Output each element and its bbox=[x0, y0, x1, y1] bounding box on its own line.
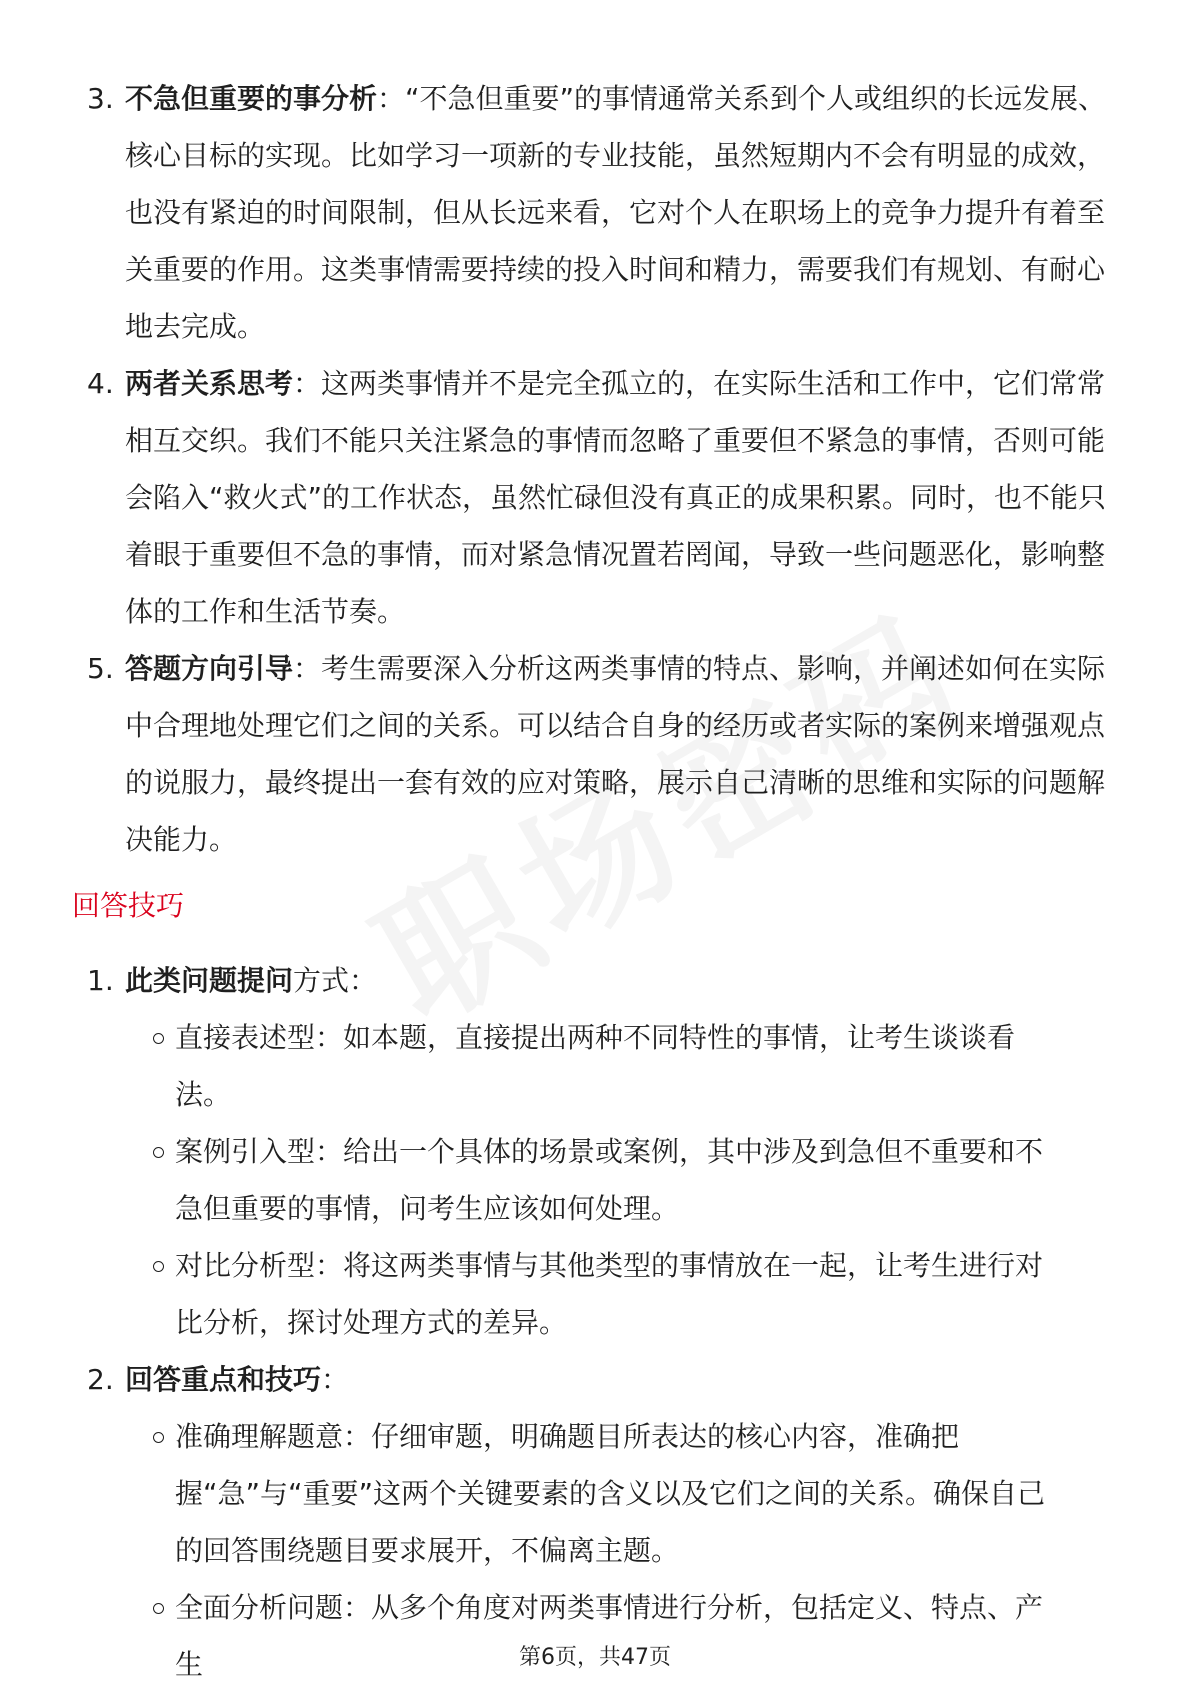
list-item bbox=[0, 952, 1190, 1351]
analysis-list bbox=[0, 70, 1190, 868]
sub-item-text: 准确理解题意：仔细审题，明确题目所表达的核心内容，准确把握“急”与“重要”这两个关键要素的含义以及它们之间的关系。确保自己的回答围绕题目要求展开，不偏离主题。 bbox=[175, 1420, 1046, 1567]
bullet-circle-icon bbox=[153, 1603, 164, 1614]
sub-list bbox=[125, 1009, 1128, 1351]
sub-item-text: 案例引入型：给出一个具体的场景或案例，其中涉及到急但不重要和不急但重要的事情，问考生应该如何处理。 bbox=[175, 1135, 1044, 1225]
item-heading: 答题方向引导 bbox=[125, 652, 294, 685]
item-text: ：考生需要深入分析这两类事情的特点、影响，并阐述如何在实际中合理地处理它们之间的关系。可以结合自身的经历或者实际的案例来增强观点的说服力，最终提出一套有效的应对策略，展示自己清晰的思维和实际的问题解决能力。 bbox=[125, 652, 1106, 856]
list-item bbox=[0, 355, 1190, 640]
item-heading: 此类问题提问 bbox=[125, 964, 294, 997]
list-item bbox=[0, 70, 1190, 355]
content bbox=[0, 70, 1190, 1693]
sub-item bbox=[0, 1237, 1128, 1351]
item-number: 4. bbox=[87, 367, 114, 400]
sub-item bbox=[0, 1009, 1128, 1123]
sub-item bbox=[0, 1123, 1128, 1237]
sub-item bbox=[0, 1579, 1128, 1693]
bullet-circle-icon bbox=[153, 1261, 164, 1272]
sub-item bbox=[0, 1408, 1128, 1579]
item-number: 2. bbox=[87, 1363, 114, 1396]
sub-item-text: 对比分析型：将这两类事情与其他类型的事情放在一起，让考生进行对比分析，探讨处理方式的差异。 bbox=[175, 1249, 1044, 1339]
item-text: ：这两类事情并不是完全孤立的，在实际生活和工作中，它们常常相互交织。我们不能只关注紧急的事情而忽略了重要但不紧急的事情，否则可能会陷入“救火式”的工作状态，虽然忙碌但没有真正的成果积累。同时，也不能只着眼于重要但不急的事情，而对紧急情况置若罔闻，导致一些问题恶化，影响整体的工作和生活节奏。 bbox=[125, 367, 1107, 628]
sub-item-text: 直接表述型：如本题，直接提出两种不同特性的事情，让考生谈谈看法。 bbox=[175, 1021, 1016, 1111]
item-number: 3. bbox=[87, 82, 114, 115]
bullet-circle-icon bbox=[153, 1033, 164, 1044]
page-number: 第6页，共47页 bbox=[519, 1645, 671, 1670]
section-title: 回答技巧 bbox=[72, 889, 185, 922]
list-item bbox=[0, 640, 1190, 868]
bullet-circle-icon bbox=[153, 1432, 164, 1443]
tips-list bbox=[0, 952, 1190, 1693]
item-text: ： bbox=[321, 1363, 350, 1396]
item-heading: 两者关系思考 bbox=[125, 367, 294, 400]
item-number: 5. bbox=[87, 652, 114, 685]
item-number: 1. bbox=[87, 964, 114, 997]
item-text: 方式： bbox=[293, 964, 378, 997]
item-heading: 不急但重要的事分析 bbox=[125, 82, 378, 115]
bullet-circle-icon bbox=[153, 1147, 164, 1158]
item-text: ：“不急但重要”的事情通常关系到个人或组织的长远发展、核心目标的实现。比如学习一项新的专业技能，虽然短期内不会有明显的成效，也没有紧迫的时间限制，但从长远来看，它对个人在职场上的竞争力提升有着至关重要的作用。这类事情需要持续的投入时间和精力，需要我们有规划、有耐心地去完成。 bbox=[125, 82, 1107, 343]
item-heading: 回答重点和技巧 bbox=[125, 1363, 322, 1396]
sub-item-text: 全面分析问题：从多个角度对两类事情进行分析，包括定义、特点、产生 bbox=[175, 1591, 1044, 1681]
